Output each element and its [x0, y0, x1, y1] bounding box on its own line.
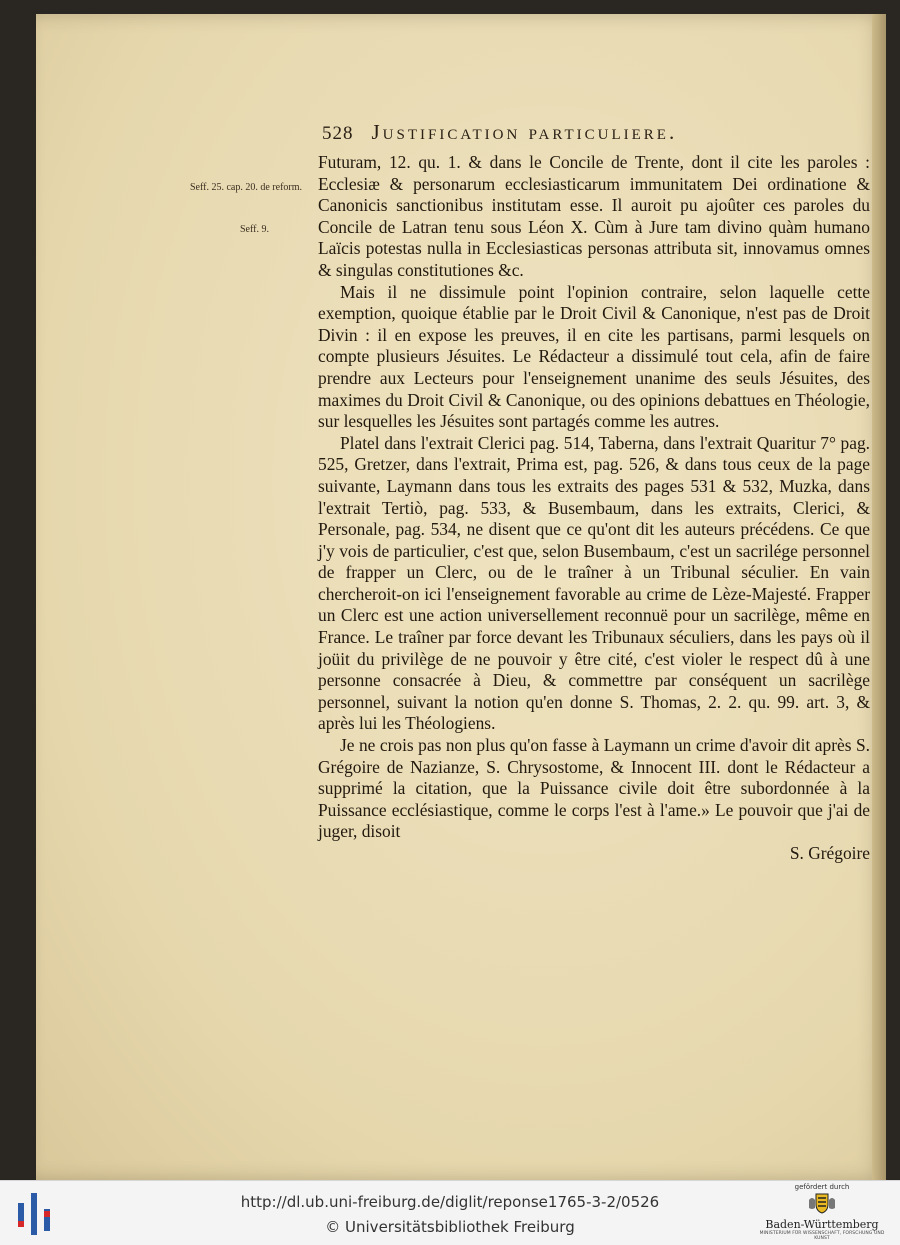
permalink-url[interactable]: http://dl.ub.uni-freiburg.de/diglit/reponse1765-3-2/0526: [240, 1193, 660, 1211]
margin-note-1: Seff. 25. cap. 20. de reform.: [190, 182, 303, 193]
sponsor-logo: [752, 1183, 892, 1243]
page-number: 528: [322, 123, 354, 144]
paragraph-4: Je ne crois pas non plus qu'on fasse à Laymann un crime d'avoir dit après S. Grégoire de Nazianze, S. Chrysostome, & Innocent III. dont le Rédacteur a supprimé la citation, que la Puissance civile doit être subordonnée à la Puissance ecclésiastique, comme le corps l'est à l'ame.» Le pouvoir que j'ai de juger, disoit: [318, 735, 870, 842]
page-edge: [872, 14, 886, 1180]
crest-icon: [752, 1192, 892, 1219]
copyright-notice: © Universitätsbibliothek Freiburg: [325, 1218, 575, 1236]
paragraph-1: Futuram, 12. qu. 1. & dans le Concile de Trente, dont il cite les paroles : Ecclesiæ & personarum ecclesiasticarum immunitatem Dei ordinatione & Canonicis sanctionibus institutam esse. Il auroit pu ajoûter ces paroles du Concile de Latran tenu sous Léon X. Cùm à Jure tam divino quàm humano Laïcis potestas nulla in Ecclesiasticas personas attributa sit, innovamus omnes & singulas constitutiones &c.: [318, 152, 870, 280]
body-text: [318, 152, 870, 865]
running-title: Justification particuliere.: [371, 120, 678, 144]
running-header: [322, 120, 842, 145]
sponsor-top-text: gefördert durch: [794, 1183, 850, 1191]
paragraph-2: Mais il ne dissimule point l'opinion contraire, selon laquelle cette exemption, quoique établie par le Droit Civil & Canonique, n'est pas de Droit Divin : il en expose les preuves, il en cite les partisans, parmi lesquels on compte plusieurs Jésuites. Le Rédacteur a dissimulé tout cela, afin de faire prendre aux Lecteurs pour l'enseignement unanime des seuls Jésuites, des maximes du Droit Civil & Canonique, ou des opinions debattues en Théologie, sur lesquelles les Jésuites sont partagés comme les autres.: [318, 281, 870, 432]
viewer-footer: [0, 1180, 900, 1245]
sponsor-name: Baden-Württemberg: [765, 1218, 879, 1231]
sponsor-ministry: MINISTERIUM FÜR WISSENSCHAFT, FORSCHUNG UND KUNST: [759, 1231, 885, 1241]
paragraph-3: Platel dans l'extrait Clerici pag. 514, Taberna, dans l'extrait Quaritur 7° pag. 525, Gretzer, dans l'extrait, Prima est, pag. 526, & dans tous ceux de la page suivante, Laymann dans tous les extraits des pages 531 & 532, Muzka, dans l'extrait Tertiò, pag. 533, & Busembaum, dans les extraits, Clerici, & Personale, pag. 534, ne disent que ce qu'ont dit les auteurs précédens. Ce que j'y vois de particulier, c'est que, selon Busembaum, c'est un sacrilége personnel de frapper un Clerc, ou de le traîner à un Tribunal séculier. En vain chercheroit-on ici l'enseignement favorable au crime de Lèze-Majesté. Frapper un Clerc est une action universellement reconnuë pour un sacrilège, même en France. Le traîner par force devant les Tribunaux séculiers, dans les pays où il joüit du privilège de ne pouvoir y être cité, c'est violer le respect dû à une personne consacrée à Dieu, & commettre par conséquent un sacrilège personnel, suivant la notion qu'en donne S. Thomas, 2. 2. qu. 99. art. 3, & après lui les Théologiens.: [318, 432, 870, 734]
catchword: S. Grégoire: [789, 843, 870, 863]
margin-note-2: Seff. 9.: [240, 224, 269, 235]
